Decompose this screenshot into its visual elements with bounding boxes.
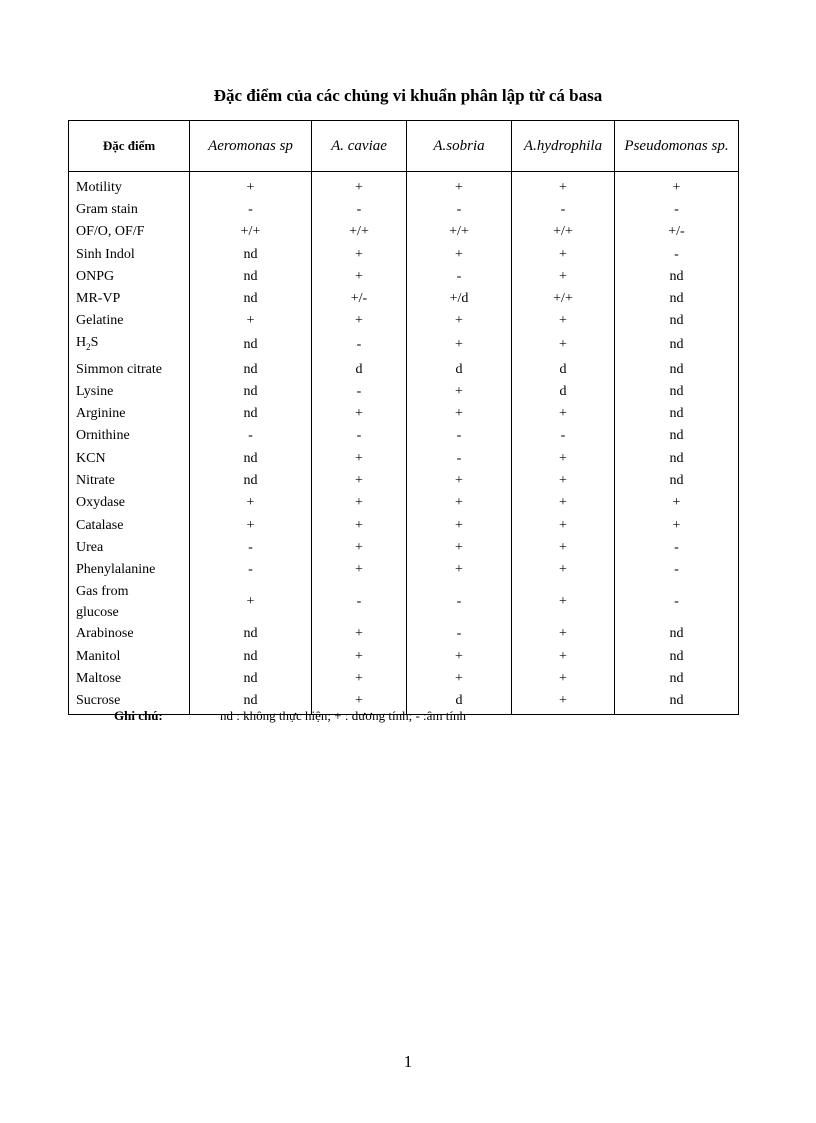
- table-cell: nd: [190, 667, 312, 689]
- table-cell: nd: [190, 265, 312, 287]
- table-cell: +: [312, 536, 407, 558]
- table-cell: nd: [615, 358, 739, 380]
- table-cell: nd: [615, 469, 739, 491]
- table-cell: +: [512, 332, 615, 358]
- header-species: A.sobria: [407, 121, 512, 172]
- row-feature-name: Gas from glucose: [69, 581, 190, 623]
- table-row: [69, 172, 739, 199]
- table-cell: -: [615, 581, 739, 623]
- header-species: A. caviae: [312, 121, 407, 172]
- table-cell: +: [407, 243, 512, 265]
- table-cell: +: [512, 469, 615, 491]
- table-cell: nd: [615, 332, 739, 358]
- row-feature-name: Manitol: [69, 645, 190, 667]
- row-feature-name: Nitrate: [69, 469, 190, 491]
- table-cell: -: [407, 425, 512, 447]
- table-cell: +: [407, 380, 512, 402]
- table-cell: -: [615, 559, 739, 581]
- table-row: [69, 265, 739, 287]
- table-cell: nd: [615, 380, 739, 402]
- row-feature-name: MR-VP: [69, 287, 190, 309]
- table-cell: +: [312, 447, 407, 469]
- table-cell: +/d: [407, 287, 512, 309]
- table-cell: +: [190, 514, 312, 536]
- table-cell: +: [312, 243, 407, 265]
- table-cell: -: [615, 198, 739, 220]
- table-cell: d: [312, 358, 407, 380]
- row-feature-name: Sucrose: [69, 690, 190, 715]
- header-feature: Đặc điểm: [69, 121, 190, 172]
- header-species: Aeromonas sp: [190, 121, 312, 172]
- row-feature-name: OF/O, OF/F: [69, 221, 190, 243]
- row-feature-name: Urea: [69, 536, 190, 558]
- table-row: [69, 221, 739, 243]
- table-cell: nd: [190, 402, 312, 424]
- row-feature-name: Sinh Indol: [69, 243, 190, 265]
- table-cell: nd: [190, 358, 312, 380]
- table-cell: +/+: [190, 221, 312, 243]
- table-cell: nd: [190, 332, 312, 358]
- table-cell: +: [312, 645, 407, 667]
- table-cell: -: [615, 536, 739, 558]
- footnote-label: Ghi chú:: [114, 708, 163, 723]
- table-cell: nd: [615, 447, 739, 469]
- table-cell: -: [312, 332, 407, 358]
- table-cell: +: [615, 514, 739, 536]
- table-cell: +: [407, 469, 512, 491]
- table-cell: +: [190, 310, 312, 332]
- table-cell: -: [312, 581, 407, 623]
- table-cell: +: [512, 559, 615, 581]
- row-feature-name: ONPG: [69, 265, 190, 287]
- table-cell: -: [190, 198, 312, 220]
- row-feature-name: $H_2S$: [69, 332, 190, 358]
- table-cell: +: [512, 310, 615, 332]
- table-row: [69, 492, 739, 514]
- table-cell: +: [312, 402, 407, 424]
- table-cell: +: [512, 667, 615, 689]
- table-cell: +: [312, 310, 407, 332]
- footnote-text: nd : không thực hiện; + : dương tính; - :âm tính: [220, 708, 467, 723]
- table-row: [69, 667, 739, 689]
- page-title: Đặc điểm của các chủng vi khuẩn phân lập từ cá basa: [213, 86, 603, 105]
- row-feature-name: Arginine: [69, 402, 190, 424]
- table-cell: +/+: [512, 287, 615, 309]
- table-cell: +/+: [512, 221, 615, 243]
- table-cell: d: [512, 358, 615, 380]
- table-cell: +/+: [312, 221, 407, 243]
- table-cell: +/-: [615, 221, 739, 243]
- row-feature-name: Catalase: [69, 514, 190, 536]
- table-cell: nd: [190, 447, 312, 469]
- table-cell: -: [407, 447, 512, 469]
- table-cell: nd: [190, 287, 312, 309]
- header-species: A.hydrophila: [512, 121, 615, 172]
- table-row: [69, 559, 739, 581]
- table-cell: +: [312, 623, 407, 645]
- table-row: [69, 447, 739, 469]
- table-cell: -: [407, 623, 512, 645]
- table-cell: -: [615, 243, 739, 265]
- table-row: [69, 332, 739, 358]
- table-cell: +: [312, 265, 407, 287]
- table-cell: nd: [615, 690, 739, 715]
- table-cell: -: [407, 265, 512, 287]
- table-row: [69, 243, 739, 265]
- table-cell: +: [512, 402, 615, 424]
- table-cell: +: [407, 559, 512, 581]
- table-cell: -: [512, 425, 615, 447]
- table-cell: +: [512, 243, 615, 265]
- table-cell: nd: [190, 469, 312, 491]
- table-cell: +: [512, 514, 615, 536]
- row-feature-name: Lysine: [69, 380, 190, 402]
- table-cell: -: [407, 581, 512, 623]
- table-cell: +/+: [407, 221, 512, 243]
- table-cell: nd: [615, 402, 739, 424]
- table-cell: nd: [615, 265, 739, 287]
- table-cell: +: [512, 645, 615, 667]
- table-cell: nd: [615, 645, 739, 667]
- table-cell: +: [312, 559, 407, 581]
- table-cell: +: [312, 469, 407, 491]
- table-cell: +: [190, 581, 312, 623]
- table-row: [69, 514, 739, 536]
- table-cell: +: [407, 402, 512, 424]
- table-row: [69, 380, 739, 402]
- table-cell: +: [615, 492, 739, 514]
- table-cell: +: [190, 172, 312, 199]
- row-feature-name: Maltose: [69, 667, 190, 689]
- table-cell: +: [407, 514, 512, 536]
- table-cell: nd: [615, 623, 739, 645]
- table-row: [69, 402, 739, 424]
- characteristics-table: [68, 120, 739, 715]
- row-feature-name: Arabinose: [69, 623, 190, 645]
- table-cell: +: [407, 667, 512, 689]
- table-cell: -: [312, 380, 407, 402]
- table-header-row: [69, 121, 739, 172]
- table-row: [69, 581, 739, 623]
- table-cell: +: [407, 492, 512, 514]
- table-cell: +: [312, 667, 407, 689]
- table-cell: +: [312, 172, 407, 199]
- table-cell: +/-: [312, 287, 407, 309]
- row-feature-name: Oxydase: [69, 492, 190, 514]
- table-cell: +: [407, 310, 512, 332]
- page-number: 1: [403, 1052, 413, 1071]
- table-cell: nd: [190, 243, 312, 265]
- table-cell: -: [512, 198, 615, 220]
- table-cell: nd: [190, 623, 312, 645]
- table-cell: +: [512, 447, 615, 469]
- row-feature-name: Ornithine: [69, 425, 190, 447]
- table-row: [69, 645, 739, 667]
- table-body: [69, 172, 739, 715]
- table-cell: +: [512, 172, 615, 199]
- table-cell: +: [407, 645, 512, 667]
- table-cell: nd: [615, 667, 739, 689]
- table-cell: nd: [615, 425, 739, 447]
- table-cell: nd: [190, 380, 312, 402]
- row-feature-name: KCN: [69, 447, 190, 469]
- table-row: [69, 469, 739, 491]
- footnote: [114, 708, 466, 724]
- table-cell: -: [407, 198, 512, 220]
- table-row: [69, 623, 739, 645]
- table-cell: +: [312, 690, 407, 715]
- table-row: [69, 358, 739, 380]
- row-feature-name: Gram stain: [69, 198, 190, 220]
- table-cell: +: [407, 536, 512, 558]
- table-cell: +: [512, 581, 615, 623]
- table-cell: +: [512, 265, 615, 287]
- table-cell: +: [407, 172, 512, 199]
- header-species: Pseudomonas sp.: [615, 121, 739, 172]
- table-cell: +: [512, 690, 615, 715]
- table-row: [69, 198, 739, 220]
- row-feature-name: Gelatine: [69, 310, 190, 332]
- table-cell: +: [407, 332, 512, 358]
- table-cell: -: [312, 425, 407, 447]
- table-cell: d: [512, 380, 615, 402]
- table-cell: +: [615, 172, 739, 199]
- table-cell: -: [190, 536, 312, 558]
- table-row: [69, 310, 739, 332]
- table-cell: d: [407, 690, 512, 715]
- table-cell: +: [312, 492, 407, 514]
- table-cell: nd: [190, 690, 312, 715]
- row-feature-name: Simmon citrate: [69, 358, 190, 380]
- table-cell: -: [190, 425, 312, 447]
- table-cell: nd: [615, 310, 739, 332]
- table-row: [69, 425, 739, 447]
- table-cell: +: [512, 492, 615, 514]
- row-feature-name: Motility: [69, 172, 190, 199]
- table-cell: +: [312, 514, 407, 536]
- table-cell: nd: [615, 287, 739, 309]
- table-cell: d: [407, 358, 512, 380]
- table-row: [69, 287, 739, 309]
- row-feature-name: Phenylalanine: [69, 559, 190, 581]
- table-cell: -: [190, 559, 312, 581]
- table-cell: +: [512, 623, 615, 645]
- table-cell: +: [512, 536, 615, 558]
- table-cell: -: [312, 198, 407, 220]
- table-cell: +: [190, 492, 312, 514]
- table-cell: nd: [190, 645, 312, 667]
- table-row: [69, 536, 739, 558]
